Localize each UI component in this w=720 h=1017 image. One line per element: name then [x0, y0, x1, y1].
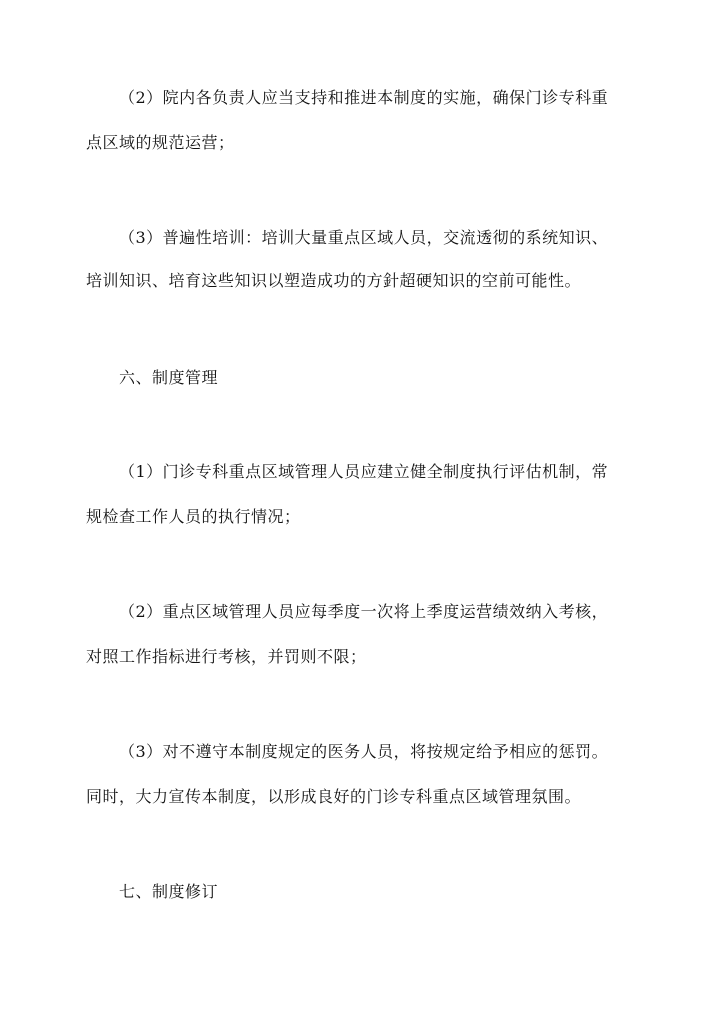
section6-item-1-line-2: 规检查工作人员的执行情况； [86, 507, 301, 526]
section6-item-2-line-2: 对照工作指标进行考核，并罚则不限； [86, 647, 367, 666]
section6-item-3-line-1: （3）对不遵守本制度规定的医务人员，将按规定给予相应的惩罚。 [119, 742, 609, 761]
paragraph-2-line-1: （2）院内各负责人应当支持和推进本制度的实施，确保门诊专科重 [119, 88, 609, 107]
section6-item-2-line-1: （2）重点区域管理人员应每季度一次将上季度运营绩效纳入考核， [119, 602, 609, 621]
section-heading-7: 七、制度修订 [119, 882, 219, 901]
section-heading-6: 六、制度管理 [119, 368, 219, 387]
section6-item-3-line-2: 同时，大力宣传本制度，以形成良好的门诊专科重点区域管理氛围。 [86, 787, 582, 806]
section6-item-1-line-1: （1）门诊专科重点区域管理人员应建立健全制度执行评估机制，常 [119, 462, 609, 481]
paragraph-3-line-2: 培训知识、培育这些知识以塑造成功的方針超硬知识的空前可能性。 [86, 271, 582, 290]
paragraph-3-line-1: （3）普遍性培训：培训大量重点区域人员，交流透彻的系统知识、 [119, 228, 609, 247]
paragraph-2-line-2: 点区域的规范运营； [86, 133, 235, 152]
